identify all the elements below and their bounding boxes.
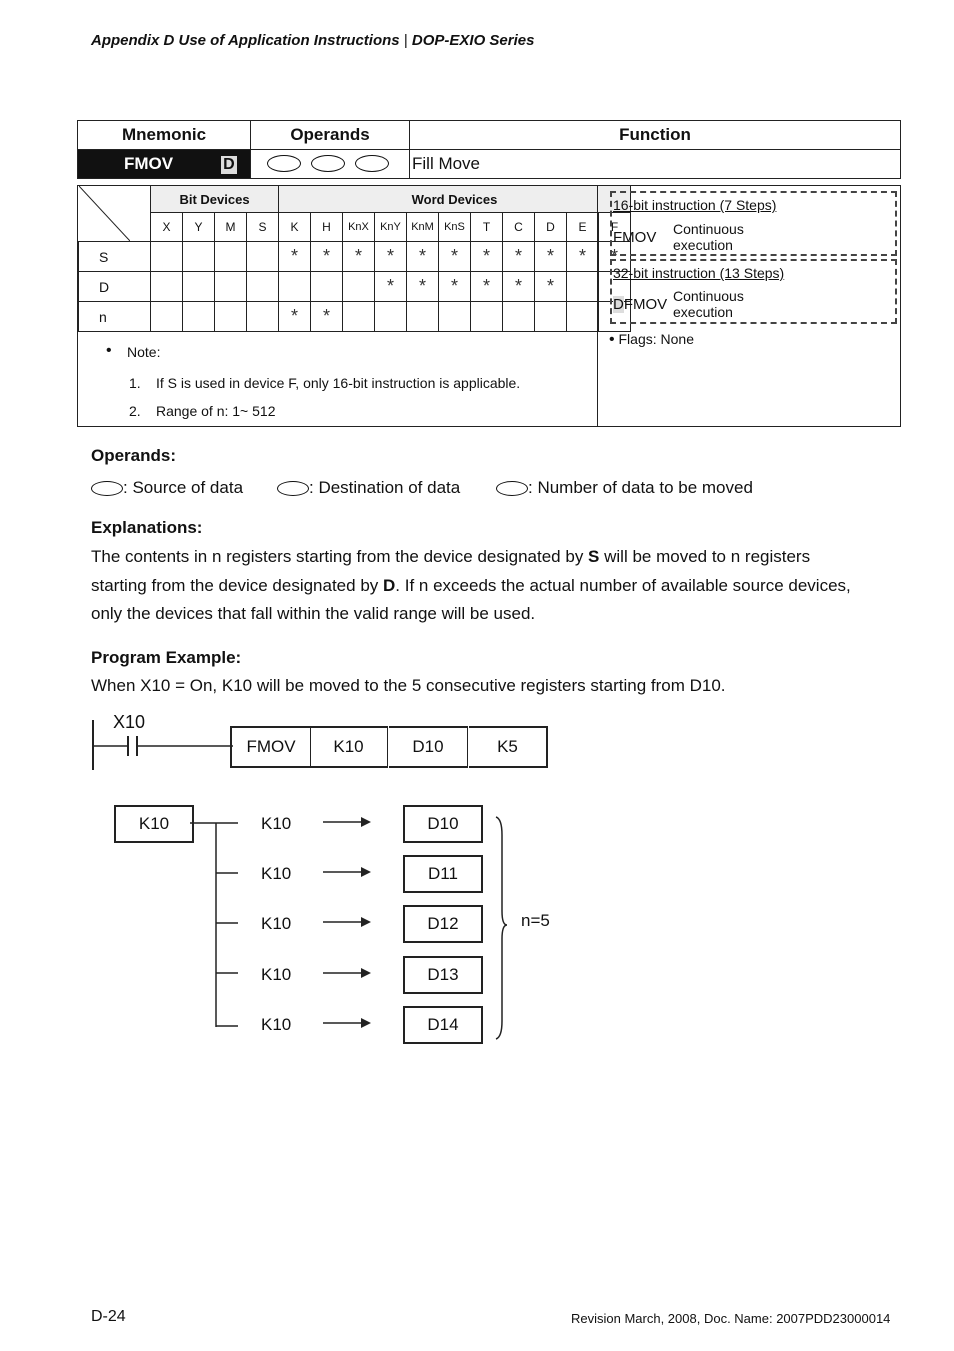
count-label: n=5 [521,911,550,930]
bit32-title: 32-bit instruction (13 Steps) [613,265,785,281]
operands-header: Operands [251,121,410,150]
column-header: KnY [375,213,407,242]
column-header: KnM [407,213,439,242]
source-oval-icon [91,481,123,496]
bit16-box [610,191,897,256]
explanation-line-2 [91,571,851,600]
function-header: Function [410,121,901,150]
bit16-exec-line2: execution [673,237,733,253]
note-item-2: Range of n: 1~ 512 [156,403,276,419]
note-item-1: If S is used in device F, only 16-bit instruction is applicable. [156,375,521,391]
number-oval-icon [496,481,528,496]
empty-cell [343,272,375,302]
exp-bold: S [588,547,600,566]
empty-cell [215,272,247,302]
branch-lines [190,815,250,1035]
fill-source-label: K10 [261,1015,292,1034]
column-header: Y [183,213,215,242]
header-series: DOP-EXIO Series [411,32,535,49]
instr-box-3: D10 [389,726,468,768]
empty-cell [279,272,311,302]
exp-text: . If n exceeds the actual number of available source devices, [395,576,851,595]
column-header: KnX [343,213,375,242]
notes-area [78,334,596,426]
empty-cell [343,302,375,332]
flags-bullet: • [609,331,615,348]
empty-cell [215,302,247,332]
contact-label: X10 [113,712,146,732]
empty-cell [151,242,183,272]
asterisk-mark: * [471,242,503,272]
ladder-rung [88,718,238,774]
arrow-right-icon [323,866,373,878]
mnemonic-header: Mnemonic [78,121,251,150]
explanations-title: Explanations: [91,518,203,537]
instruction-panel [597,186,901,426]
revision-info: Revision March, 2008, Doc. Name: 2007PDD23000014 [571,1311,891,1326]
operand-source [91,473,243,502]
header-separator: | [403,32,412,49]
mnemonic-name: FMOV [124,154,174,173]
operand-n-oval-icon [355,155,389,172]
column-header: F [599,213,631,242]
instr-box-2: K10 [310,726,388,768]
brace-icon [492,815,512,1041]
bit32-exec-line1: Continuous [673,288,744,304]
note-number-1: 1. [129,375,141,391]
empty-cell [439,302,471,332]
asterisk-mark: * [279,302,311,332]
device-row [79,242,631,272]
empty-cell [471,302,503,332]
asterisk-mark: * [375,242,407,272]
instr-box-4: K5 [469,726,548,768]
exp-text: will be moved to n registers [599,547,811,566]
empty-cell [567,302,599,332]
diagonal-line [79,186,130,241]
empty-cell [535,302,567,332]
mnemonic-cell [78,150,251,179]
corner-cell [79,186,151,242]
flags-text: Flags: None [618,331,694,347]
asterisk-mark: * [599,242,631,272]
bit16-mnemonic: FMOV [613,229,657,246]
program-example-desc: When X10 = On, K10 will be moved to the 5 consecutive registers starting from D10. [91,676,726,695]
row-label: S [79,242,151,272]
target-register-box: D11 [403,855,483,893]
page-number: D-24 [91,1308,126,1325]
row-label: n [79,302,151,332]
empty-cell [407,302,439,332]
fill-source-label: K10 [261,965,292,984]
note-bullet: • [106,342,112,359]
operands-title: Operands: [91,446,177,465]
empty-cell [183,272,215,302]
bit16-exec [673,221,744,253]
exp-text: The contents in n registers starting from the device designated by [91,547,589,566]
empty-cell [247,302,279,332]
operand-ovals [251,150,410,179]
function-value: Fill Move [410,150,901,179]
empty-cell [183,302,215,332]
bit16-exec-line1: Continuous [673,221,744,237]
program-example-title: Program Example: [91,648,242,667]
column-header: T [471,213,503,242]
column-header: H [311,213,343,242]
asterisk-mark: * [375,272,407,302]
column-header: KnS [439,213,471,242]
asterisk-mark: * [503,242,535,272]
fill-source-label: K10 [261,864,292,883]
bit32-name: FMOV [623,296,668,313]
asterisk-mark: * [535,242,567,272]
bit16-title: 16-bit instruction (7 Steps) [613,197,777,213]
operand-destination [277,473,460,502]
asterisk-mark: * [503,272,535,302]
device-box [77,185,901,427]
empty-cell [311,272,343,302]
empty-cell [247,272,279,302]
summary-table [77,120,901,179]
target-register-box: D14 [403,1006,483,1044]
asterisk-mark: * [567,242,599,272]
column-header: D [535,213,567,242]
empty-cell [151,302,183,332]
row-label: D [79,272,151,302]
destination-oval-icon [277,481,309,496]
fill-source-label: K10 [261,914,292,933]
note-number-2: 2. [129,403,141,419]
asterisk-mark: * [471,272,503,302]
asterisk-mark: * [311,242,343,272]
arrow-right-icon [323,916,373,928]
device-row [79,302,631,332]
target-register-box: D12 [403,905,483,943]
column-header: X [151,213,183,242]
device-table [78,186,631,332]
asterisk-mark: * [439,272,471,302]
empty-cell [183,242,215,272]
operand-number [496,473,753,502]
asterisk-mark: * [439,242,471,272]
column-header: C [503,213,535,242]
exp-text: starting from the device designated by [91,576,383,595]
device-row [79,272,631,302]
target-register-box: D10 [403,805,483,843]
bit32-exec [673,288,744,320]
empty-cell [503,302,535,332]
operand-s-oval-icon [267,155,301,172]
asterisk-mark: * [311,302,343,332]
asterisk-mark: * [279,242,311,272]
target-register-box: D13 [403,956,483,994]
operand-d-oval-icon [311,155,345,172]
explanation-line-3: only the devices that fall within the valid range will be used. [91,604,536,623]
asterisk-mark: * [535,272,567,302]
asterisk-mark: * [343,242,375,272]
arrow-right-icon [323,1017,373,1029]
bit32-prefix: D [613,296,624,313]
operand-number-text: : Number of data to be moved [528,478,753,497]
word-devices-header: Word Devices [279,186,631,213]
source-k10-box: K10 [114,805,194,843]
note-title: Note: [127,344,161,360]
arrow-right-icon [323,816,373,828]
bit32-exec-line2: execution [673,304,733,320]
flags-line [609,331,694,349]
fill-source-label: K10 [261,814,292,833]
header-title: Appendix D Use of Application Instructions [91,32,400,49]
bit32-box [610,259,897,324]
bit32-mnemonic [613,296,667,313]
empty-cell [215,242,247,272]
asterisk-mark: * [407,242,439,272]
empty-cell [375,302,407,332]
d-flag: D [223,156,235,173]
operand-source-text: : Source of data [123,478,244,497]
column-header: E [567,213,599,242]
operand-destination-text: : Destination of data [309,478,461,497]
empty-cell [567,272,599,302]
column-header: K [279,213,311,242]
bit-devices-header: Bit Devices [151,186,279,213]
column-header: M [215,213,247,242]
page-header [91,32,534,49]
exp-bold: D [383,576,396,595]
column-header: S [247,213,279,242]
instr-box-1: FMOV [230,726,311,768]
empty-cell [247,242,279,272]
asterisk-mark: * [407,272,439,302]
arrow-right-icon [323,967,373,979]
explanation-line-1 [91,542,810,571]
empty-cell [151,272,183,302]
